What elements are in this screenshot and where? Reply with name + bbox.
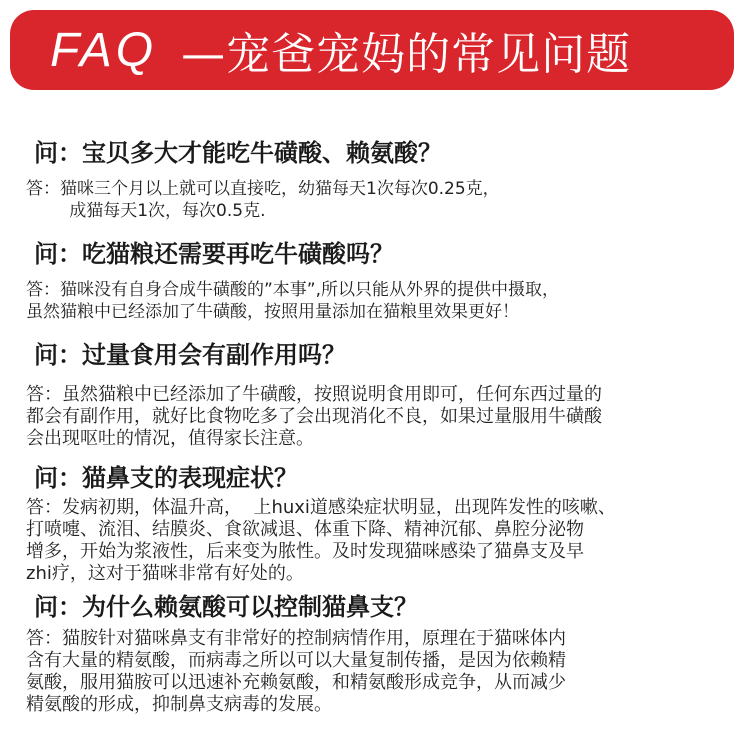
faq-answer: 答：猫咪三个月以上就可以直接吃，幼猫每天1次每次0.25克， 成猫每天1次，每次0.5克.: [26, 179, 500, 221]
faq-item-1: [26, 136, 724, 222]
faq-answer: 答：虽然猫粮中已经添加了牛磺酸，按照说明食用即可，任何东西过量的 都会有副作用，就好比食物吃多了会出现消化不良，如果过量服用牛磺酸 会出现呕吐的情况，值得家长注意。: [26, 384, 602, 449]
faq-question: 问：过量食用会有副作用吗？: [34, 341, 346, 369]
faq-question: 问：为什么赖氨酸可以控制猫鼻支？: [34, 593, 418, 621]
faq-item-4: [26, 461, 724, 585]
banner-title: —宠爸宠妈的常见问题: [181, 29, 632, 80]
faq-question: 问：猫鼻支的表现症状？: [34, 464, 298, 492]
faq-answer: 答：猫咪没有自身合成牛磺酸的”本事”,所以只能从外界的提供中摄取， 虽然猫粮中已经添加了牛磺酸，按照用量添加在猫粮里效果更好！: [26, 280, 560, 322]
faq-answer: 答：猫胺针对猫咪鼻支有非常好的控制病情作用，原理在于猫咪体内 含有大量的精氨酸，而病毒之所以可以大量复制传播，是因为依赖精 氨酸，服用猫胺可以迅速补充赖氨酸，和精氨酸形成竞争，从而减少 精氨酸的形成，抑制鼻支病毒的发展。: [26, 628, 566, 715]
faq-question: 问：吃猫粮还需要再吃牛磺酸吗？: [34, 240, 394, 268]
faq-item-5: [26, 590, 724, 716]
faq-banner: [10, 10, 734, 90]
faq-item-3: [26, 338, 724, 450]
banner-faq-label: FAQ: [50, 23, 158, 77]
faq-question: 问：宝贝多大才能吃牛磺酸、赖氨酸？: [34, 139, 442, 167]
faq-item-2: [26, 237, 724, 323]
faq-answer: 答：发病初期，体温升高， 上huxi道感染症状明显，出现阵发性的咳嗽、 打喷嚏、流泪、结膜炎、食欲减退、体重下降、精神沉郁、鼻腔分泌物 增多，开始为浆液性，后来变为脓性。及时发现猫咪感染了猫鼻支及早 zhi疗，这对于猫咪非常有好处的。: [26, 497, 616, 584]
